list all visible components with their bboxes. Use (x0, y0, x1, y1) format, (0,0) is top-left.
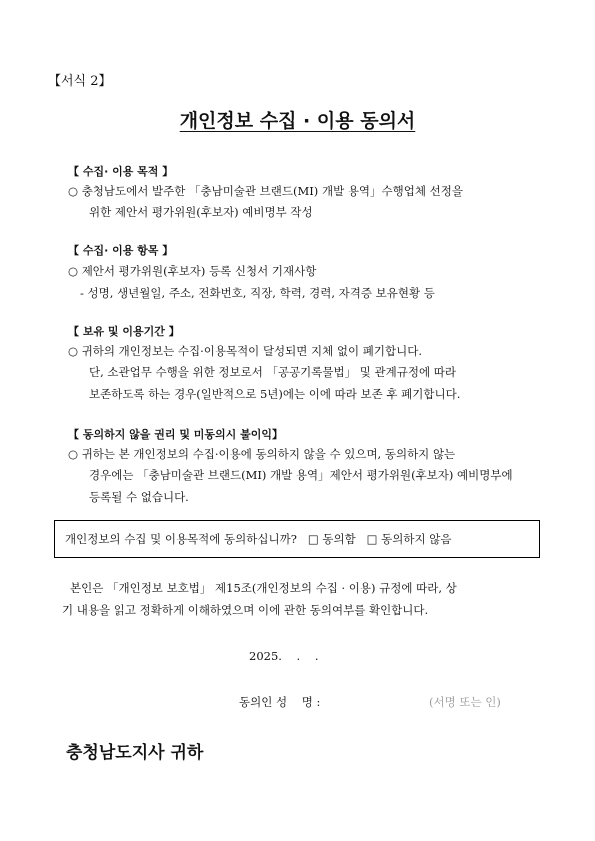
signature-hint: (서명 또는 인) (429, 695, 501, 709)
section-line: ○ 귀하의 개인정보는 수집·이용목적이 달성되면 지체 없이 폐기합니다. (68, 344, 422, 358)
section-line: 단, 소관업무 수행을 위한 정보로서 「공공기록물법」 및 관계규정에 따라 (89, 365, 456, 379)
statement-line: 기 내용을 읽고 정확하게 이해하였으며 이에 관한 동의여부를 확인합니다. (62, 603, 429, 617)
section-line: 등록될 수 없습니다. (89, 490, 189, 504)
section-line: 위한 제안서 평가위원(후보자) 예비명부 작성 (89, 205, 313, 219)
consent-question: 개인정보의 수집 및 이용목적에 동의하십니까? (65, 532, 297, 546)
signature-label: 동의인 성 명 : (239, 695, 321, 709)
agree-checkbox[interactable]: □ 동의함 (307, 532, 356, 546)
section-heading-retention: 【 보유 및 이용기간 】 (68, 325, 180, 338)
page-title-text: 개인정보 수집 · 이용 동의서 (179, 110, 416, 132)
form-number-label: 【서식 2】 (48, 74, 112, 89)
section-line: ○ 귀하는 본 개인정보의 수집·이용에 동의하지 않을 수 있으며, 동의하지 않는 (68, 447, 456, 461)
section-heading-purpose: 【 수집· 이용 목적 】 (68, 165, 174, 178)
section-line: - 성명, 생년월일, 주소, 전화번호, 직장, 학력, 경력, 자격증 보유현황 등 (80, 286, 435, 300)
section-line: 보존하도록 하는 경우(일반적으로 5년)에는 이에 따라 보존 후 폐기합니다. (89, 387, 461, 401)
addressee: 충청남도지사 귀하 (66, 743, 204, 763)
section-line: ○ 충청남도에서 발주한 「충남미술관 브랜드(MI) 개발 용역」수행업체 선정을 (68, 184, 463, 198)
consent-box (54, 520, 540, 558)
section-heading-right-to-refuse: 【 동의하지 않을 권리 및 미동의시 불이익】 (68, 428, 283, 441)
page-title (0, 106, 595, 133)
statement-line: 본인은 「개인정보 보호법」 제15조(개인정보의 수집 · 이용) 규정에 따라, 상 (70, 581, 457, 595)
section-heading-items: 【 수집· 이용 항목 】 (68, 244, 174, 257)
section-line: 경우에는 「충남미술관 브랜드(MI) 개발 용역」제안서 평가위원(후보자) 예비명부에 (89, 468, 513, 482)
disagree-checkbox[interactable]: □ 동의하지 않음 (366, 532, 452, 546)
date-line: 2025. . . (249, 649, 319, 663)
section-line: ○ 제안서 평가위원(후보자) 등록 신청서 기재사항 (68, 264, 317, 278)
